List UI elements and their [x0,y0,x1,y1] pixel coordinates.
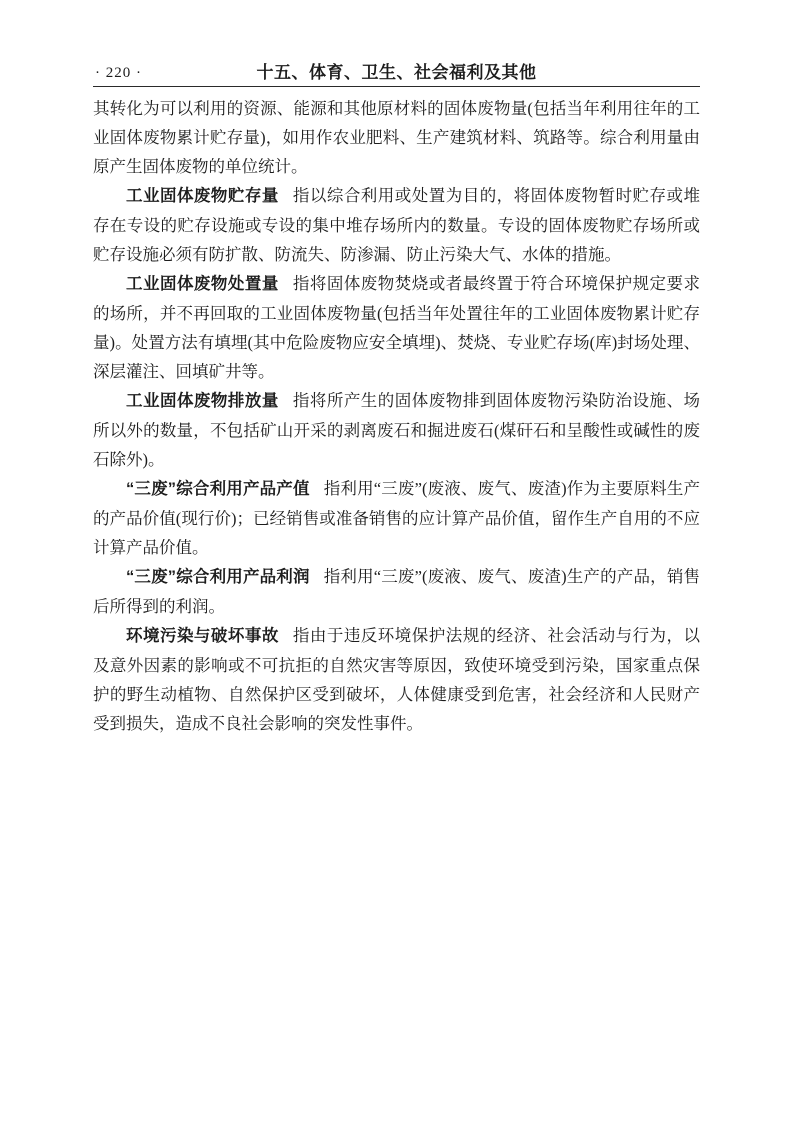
section-title: 十五、体育、卫生、社会福利及其他 [256,63,537,82]
term-label: 工业固体废物处置量 [126,275,279,293]
page-number: · 220 · [95,65,142,81]
definition-text: 其转化为可以利用的资源、能源和其他原材料的固体废物量(包括当年利用往年的工业固体废物累计贮存量)，如用作农业肥料、生产建筑材料、筑路等。综合利用量由原产生固体废物的单位统计。 [93,99,700,176]
definition-paragraph [93,269,700,386]
term-label: “三废”综合利用产品产值 [126,480,310,498]
term-label: “三废”综合利用产品利润 [126,568,310,586]
definition-paragraph [93,474,700,562]
term-label: 环境污染与破坏事故 [126,627,279,645]
definition-text: 指以综合利用或处置为目的，将固体废物暂时贮存或堆存在专设的贮存设施或专设的集中堆存场所内的数量。专设的固体废物贮存场所或贮存设施必须有防扩散、防流失、防渗漏、防止污染大气、水体的措施。 [93,186,701,264]
page-header [93,60,700,87]
definition-text: 指利用“三废”(废液、废气、废渣)作为主要原料生产的产品价值(现行价)；已经销售或准备销售的应计算产品价值，留作生产自用的不应计算产品价值。 [93,479,701,557]
definition-paragraph [93,386,700,474]
paragraph-continuation [93,94,700,181]
term-label: 工业固体废物贮存量 [126,187,279,205]
definition-text: 指利用“三废”(废液、废气、废渣)生产的产品，销售后所得到的利润。 [93,567,701,616]
definition-text: 指将固体废物焚烧或者最终置于符合环境保护规定要求的场所，并不再回取的工业固体废物量(包括当年处置往年的工业固体废物累计贮存量)。处置方法有填埋(其中危险废物应安全填埋)、焚烧、专业贮存场(库)封场处理、深层灌注、回填矿井等。 [93,274,701,381]
term-label: 工业固体废物排放量 [126,392,279,410]
body-text [93,94,700,738]
definition-paragraph [93,562,700,621]
definition-text: 指将所产生的固体废物排到固体废物污染防治设施、场所以外的数量，不包括矿山开采的剥离废石和掘进废石(煤矸石和呈酸性或碱性的废石除外)。 [93,391,701,469]
definition-paragraph [93,621,700,738]
definition-paragraph [93,181,700,269]
definition-text: 指由于违反环境保护法规的经济、社会活动与行为，以及意外因素的影响或不可抗拒的自然灾害等原因，致使环境受到污染，国家重点保护的野生动植物、自然保护区受到破坏，人体健康受到危害，社会经济和人民财产受到损失，造成不良社会影响的突发性事件。 [93,626,701,733]
